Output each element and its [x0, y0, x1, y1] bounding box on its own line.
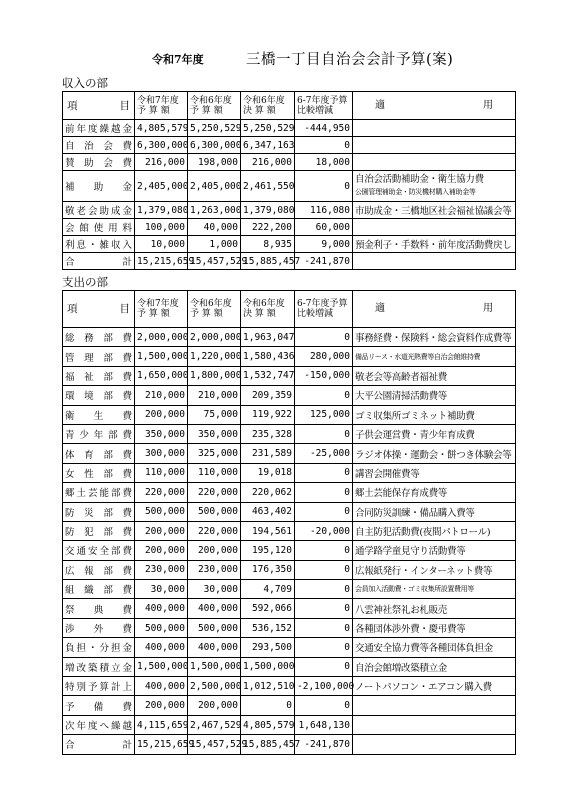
header-budget-r7-line1: 令和7年度: [137, 299, 179, 309]
cell-budget-r6: 30,000: [188, 580, 241, 599]
cell-note: 合同防災訓練・備品購入費等: [353, 502, 516, 521]
cell-budget-r6: 15,457,529: [188, 735, 241, 754]
cell-settlement-r6: 231,589: [241, 444, 295, 463]
expense-table: [62, 290, 516, 755]
cell-budget-r6: 5,250,529: [188, 120, 241, 137]
cell-diff: 1,648,130: [295, 715, 353, 734]
cell-diff: -444,950: [295, 120, 353, 137]
cell-note: 自治会館増改築積立金: [353, 657, 516, 676]
table-row: [63, 696, 516, 715]
cell-budget-r6: 500,000: [188, 502, 241, 521]
total-row: [63, 735, 516, 754]
cell-budget-r6: 1,220,000: [188, 347, 241, 366]
cell-note: [353, 154, 516, 171]
cell-settlement-r6: 8,935: [241, 236, 295, 253]
cell-item-name: 祭典費: [63, 599, 135, 618]
cell-note: 市助成金・三橋地区社会福祉協議会等: [353, 202, 516, 219]
header-budget-r6: [188, 92, 241, 120]
cell-budget-r6: 230,000: [188, 560, 241, 579]
cell-diff: 0: [295, 618, 353, 637]
header-diff: [295, 291, 353, 328]
table-row: [63, 236, 516, 253]
cell-item-name: 防災部費: [63, 502, 135, 521]
cell-diff: -241,870: [295, 253, 353, 270]
cell-settlement-r6: 5,250,529: [241, 120, 295, 137]
cell-note: ノートパソコン・エアコン購入費: [353, 677, 516, 696]
cell-diff: 18,000: [295, 154, 353, 171]
cell-item-name: 賛助会費: [63, 154, 135, 171]
cell-item-name: 広報部費: [63, 560, 135, 579]
table-row: [63, 424, 516, 443]
cell-diff: 0: [295, 137, 353, 154]
cell-settlement-r6: 176,350: [241, 560, 295, 579]
cell-budget-r7: 500,000: [135, 502, 188, 521]
table-row: [63, 502, 516, 521]
cell-item-name: 会館使用料: [63, 219, 135, 236]
cell-diff: -2,100,000: [295, 677, 353, 696]
cell-note: 事務経費・保険料・総会資料作成費等: [353, 328, 516, 347]
cell-diff: -150,000: [295, 366, 353, 385]
table-row: [63, 521, 516, 540]
cell-diff: -20,000: [295, 521, 353, 540]
table-row: [63, 154, 516, 171]
cell-budget-r7: 15,215,659: [135, 253, 188, 270]
cell-note: [353, 696, 516, 715]
cell-item-name: 前年度繰越金: [63, 120, 135, 137]
table-row: [63, 386, 516, 405]
cell-item-name: 特別予算計上: [63, 677, 135, 696]
table-row: [63, 137, 516, 154]
cell-settlement-r6: 195,120: [241, 541, 295, 560]
cell-diff: 60,000: [295, 219, 353, 236]
cell-note: [353, 137, 516, 154]
table-row: [63, 405, 516, 424]
cell-item-name: 青少年部費: [63, 424, 135, 443]
cell-diff: 0: [295, 502, 353, 521]
cell-settlement-r6: 1,532,747: [241, 366, 295, 385]
cell-item-name: 総務部費: [63, 328, 135, 347]
expense-header-row: [63, 291, 516, 328]
cell-diff: 9,000: [295, 236, 353, 253]
cell-budget-r6: 210,000: [188, 386, 241, 405]
cell-settlement-r6: 220,062: [241, 483, 295, 502]
cell-settlement-r6: 216,000: [241, 154, 295, 171]
title-fiscal-year: 令和7年度: [152, 53, 204, 66]
cell-budget-r7: 200,000: [135, 521, 188, 540]
header-diff-line1: 6-7年度予算: [297, 95, 348, 106]
cell-settlement-r6: 1,379,080: [241, 202, 295, 219]
cell-budget-r6: 40,000: [188, 219, 241, 236]
cell-note: ラジオ体操・運動会・餅つき体験会等: [353, 444, 516, 463]
cell-budget-r7: 216,000: [135, 154, 188, 171]
table-row: [63, 444, 516, 463]
table-row: [63, 715, 516, 734]
cell-settlement-r6: 15,885,457: [241, 735, 295, 754]
cell-settlement-r6: 4,805,579: [241, 715, 295, 734]
header-diff: [295, 92, 353, 120]
table-row: [63, 560, 516, 579]
header-budget-r6-line2: 予 算 額: [190, 309, 223, 319]
cell-settlement-r6: 592,066: [241, 599, 295, 618]
table-row: [63, 618, 516, 637]
table-row: [63, 483, 516, 502]
cell-settlement-r6: 536,152: [241, 618, 295, 637]
cell-budget-r7: 200,000: [135, 696, 188, 715]
cell-budget-r7: 4,805,579: [135, 120, 188, 137]
cell-diff: 0: [295, 657, 353, 676]
cell-budget-r6: 325,000: [188, 444, 241, 463]
cell-note: [353, 219, 516, 236]
cell-budget-r7: 100,000: [135, 219, 188, 236]
header-note: 適 用: [353, 92, 516, 120]
header-settlement-r6: [241, 92, 295, 120]
cell-note: 会員加入活動費・ゴミ収集所設置費用等: [353, 580, 516, 599]
cell-note: [353, 253, 516, 270]
title-main: 三橋一丁目自治会会計予算(案): [246, 52, 454, 68]
cell-diff: 0: [295, 541, 353, 560]
document-title: [0, 48, 566, 70]
table-row: [63, 657, 516, 676]
cell-budget-r7: 2,405,000: [135, 171, 188, 202]
cell-item-name: 防犯部費: [63, 521, 135, 540]
cell-budget-r7: 300,000: [135, 444, 188, 463]
cell-budget-r6: 6,300,000: [188, 137, 241, 154]
header-budget-r7: [135, 92, 188, 120]
cell-diff: 0: [295, 463, 353, 482]
cell-budget-r6: 110,000: [188, 463, 241, 482]
cell-budget-r6: 75,000: [188, 405, 241, 424]
cell-diff: 0: [295, 171, 353, 202]
cell-budget-r7: 220,000: [135, 483, 188, 502]
cell-budget-r6: 1,263,000: [188, 202, 241, 219]
cell-settlement-r6: 0: [241, 696, 295, 715]
cell-item-name: 女性部費: [63, 463, 135, 482]
cell-budget-r6: 220,000: [188, 483, 241, 502]
cell-diff: -241,870: [295, 735, 353, 754]
cell-diff: 280,000: [295, 347, 353, 366]
header-budget-r6-line1: 令和6年度: [190, 95, 232, 106]
cell-budget-r6: 1,800,000: [188, 366, 241, 385]
cell-item-name: 福祉部費: [63, 366, 135, 385]
cell-item-name: 合 計: [63, 735, 135, 754]
table-row: [63, 599, 516, 618]
cell-item-name: 合 計: [63, 253, 135, 270]
header-settlement-r6: [241, 291, 295, 328]
cell-diff: 0: [295, 386, 353, 405]
cell-note: 講習会開催費等: [353, 463, 516, 482]
cell-budget-r7: 400,000: [135, 599, 188, 618]
header-budget-r7: [135, 291, 188, 328]
cell-note: 通学路学童見守り活動費等: [353, 541, 516, 560]
cell-diff: 0: [295, 696, 353, 715]
note-line2: 公園管理補助金・防災機材購入補助金等: [355, 188, 476, 196]
header-settlement-r6-line2: 決 算 額: [243, 309, 276, 319]
header-budget-r6: [188, 291, 241, 328]
header-settlement-r6-line1: 令和6年度: [243, 299, 285, 309]
cell-settlement-r6: 19,018: [241, 463, 295, 482]
cell-budget-r7: 30,000: [135, 580, 188, 599]
cell-settlement-r6: 2,461,550: [241, 171, 295, 202]
header-budget-r7-line2: 予 算 額: [137, 309, 170, 319]
cell-budget-r6: 2,500,000: [188, 677, 241, 696]
table-row: [63, 366, 516, 385]
cell-budget-r7: 200,000: [135, 541, 188, 560]
header-note: 適 用: [353, 291, 516, 328]
cell-note: 各種団体渉外費・慶弔費等: [353, 618, 516, 637]
income-table: [62, 91, 516, 270]
cell-diff: 0: [295, 599, 353, 618]
cell-settlement-r6: 194,561: [241, 521, 295, 540]
cell-item-name: 次年度へ繰越: [63, 715, 135, 734]
cell-settlement-r6: 1,500,000: [241, 657, 295, 676]
header-item: 項 目: [63, 92, 135, 120]
cell-budget-r7: 1,650,000: [135, 366, 188, 385]
cell-budget-r6: 400,000: [188, 599, 241, 618]
cell-item-name: 環境部費: [63, 386, 135, 405]
cell-note: 敬老会等高齢者福祉費: [353, 366, 516, 385]
cell-diff: 0: [295, 424, 353, 443]
cell-item-name: 管理部費: [63, 347, 135, 366]
header-item: 項 目: [63, 291, 135, 328]
table-row: [63, 328, 516, 347]
cell-diff: 0: [295, 483, 353, 502]
cell-item-name: 利息・雑収入: [63, 236, 135, 253]
cell-item-name: 増改築積立金: [63, 657, 135, 676]
cell-budget-r7: 15,215,659: [135, 735, 188, 754]
cell-note: [353, 120, 516, 137]
cell-settlement-r6: 222,200: [241, 219, 295, 236]
cell-budget-r7: 2,000,000: [135, 328, 188, 347]
cell-diff: 0: [295, 560, 353, 579]
cell-settlement-r6: 209,359: [241, 386, 295, 405]
cell-budget-r6: 200,000: [188, 696, 241, 715]
header-diff-line2: 比較増減: [297, 105, 334, 116]
total-row: [63, 253, 516, 270]
cell-note: ゴミ収集所ゴミネット補助費: [353, 405, 516, 424]
header-budget-r7-line2: 予 算 額: [137, 105, 170, 116]
cell-settlement-r6: 119,922: [241, 405, 295, 424]
cell-item-name: 敬老会助成金: [63, 202, 135, 219]
cell-item-name: 郷土芸能部費: [63, 483, 135, 502]
header-budget-r7-line1: 令和7年度: [137, 95, 179, 106]
header-settlement-r6-line2: 決 算 額: [243, 105, 276, 116]
cell-budget-r7: 1,500,000: [135, 347, 188, 366]
cell-diff: 0: [295, 328, 353, 347]
table-row: [63, 463, 516, 482]
cell-settlement-r6: 6,347,163: [241, 137, 295, 154]
cell-note: 大平公園清掃活動費等: [353, 386, 516, 405]
cell-budget-r7: 210,000: [135, 386, 188, 405]
cell-note: [353, 735, 516, 754]
cell-budget-r6: 198,000: [188, 154, 241, 171]
cell-note: 交通安全協力費等各種団体負担金: [353, 638, 516, 657]
header-diff-line2: 比較増減: [297, 309, 334, 319]
cell-budget-r7: 1,379,080: [135, 202, 188, 219]
cell-budget-r7: 400,000: [135, 677, 188, 696]
cell-note: 預金利子・手数料・前年度活動費戻し: [353, 236, 516, 253]
table-row: [63, 580, 516, 599]
income-section-label: 収入の部: [62, 76, 108, 90]
income-header-row: [63, 92, 516, 120]
cell-settlement-r6: 293,500: [241, 638, 295, 657]
header-budget-r6-line1: 令和6年度: [190, 299, 232, 309]
cell-item-name: 交通安全部費: [63, 541, 135, 560]
cell-item-name: 渉外費: [63, 618, 135, 637]
expense-section-label: 支出の部: [62, 275, 108, 289]
header-budget-r6-line2: 予 算 額: [190, 105, 223, 116]
header-settlement-r6-line1: 令和6年度: [243, 95, 285, 106]
cell-budget-r7: 4,115,659: [135, 715, 188, 734]
table-row: [63, 541, 516, 560]
cell-settlement-r6: 1,580,436: [241, 347, 295, 366]
table-row: [63, 202, 516, 219]
cell-note: 広報紙発行・インターネット費等: [353, 560, 516, 579]
cell-item-name: 自治会費: [63, 137, 135, 154]
cell-settlement-r6: 4,709: [241, 580, 295, 599]
cell-budget-r6: 15,457,529: [188, 253, 241, 270]
cell-note: 郷土芸能保存育成費等: [353, 483, 516, 502]
table-row: [63, 219, 516, 236]
cell-budget-r6: 2,467,529: [188, 715, 241, 734]
table-row: [63, 171, 516, 202]
table-row: [63, 347, 516, 366]
cell-budget-r7: 200,000: [135, 405, 188, 424]
header-diff-line1: 6-7年度予算: [297, 299, 348, 309]
cell-budget-r6: 200,000: [188, 541, 241, 560]
cell-budget-r7: 10,000: [135, 236, 188, 253]
cell-item-name: 組織部費: [63, 580, 135, 599]
cell-budget-r6: 500,000: [188, 618, 241, 637]
cell-item-name: 衛生費: [63, 405, 135, 424]
cell-diff: 116,080: [295, 202, 353, 219]
cell-budget-r6: 2,000,000: [188, 328, 241, 347]
cell-budget-r6: 400,000: [188, 638, 241, 657]
cell-settlement-r6: 463,402: [241, 502, 295, 521]
cell-budget-r7: 1,500,000: [135, 657, 188, 676]
cell-diff: 125,000: [295, 405, 353, 424]
cell-note: 八雲神社祭礼お札販売: [353, 599, 516, 618]
table-row: [63, 677, 516, 696]
cell-budget-r7: 6,300,000: [135, 137, 188, 154]
cell-item-name: 補助金: [63, 171, 135, 202]
cell-settlement-r6: 1,012,510: [241, 677, 295, 696]
cell-budget-r7: 400,000: [135, 638, 188, 657]
table-row: [63, 120, 516, 137]
note-line1: 自治会活動補助金・衛生協力費: [355, 174, 484, 185]
cell-diff: -25,000: [295, 444, 353, 463]
cell-budget-r6: 220,000: [188, 521, 241, 540]
cell-budget-r6: 2,405,000: [188, 171, 241, 202]
cell-budget-r6: 1,500,000: [188, 657, 241, 676]
cell-item-name: 体育部費: [63, 444, 135, 463]
cell-settlement-r6: 15,885,457: [241, 253, 295, 270]
cell-note: [353, 715, 516, 734]
cell-item-name: 負担・分担金: [63, 638, 135, 657]
cell-settlement-r6: 1,963,047: [241, 328, 295, 347]
cell-settlement-r6: 235,328: [241, 424, 295, 443]
cell-note: 備品リース・水道光熱費等自治会館維持費: [353, 347, 516, 366]
cell-budget-r7: 230,000: [135, 560, 188, 579]
cell-budget-r6: 1,000: [188, 236, 241, 253]
cell-note: [353, 171, 516, 202]
cell-note: 子供会運営費・青少年育成費: [353, 424, 516, 443]
cell-item-name: 予備費: [63, 696, 135, 715]
cell-budget-r7: 110,000: [135, 463, 188, 482]
cell-diff: 0: [295, 638, 353, 657]
cell-diff: 0: [295, 580, 353, 599]
cell-budget-r6: 350,000: [188, 424, 241, 443]
cell-note: 自主防犯活動費(夜間パトロール): [353, 521, 516, 540]
cell-budget-r7: 500,000: [135, 618, 188, 637]
table-row: [63, 638, 516, 657]
cell-budget-r7: 350,000: [135, 424, 188, 443]
